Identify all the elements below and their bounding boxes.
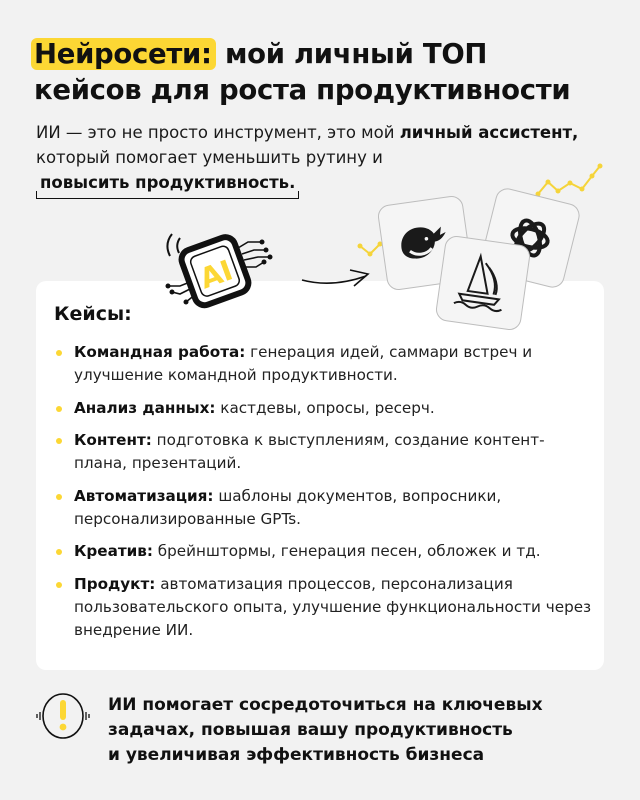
case-text: брейнштормы, генерация песен, обложек и тд. [152, 542, 541, 560]
sailboat-logo-tile [434, 234, 531, 331]
cases-title: Кейсы: [54, 303, 132, 325]
intro-bold-1: личный ассистент, [399, 123, 579, 142]
list-item [54, 429, 594, 475]
case-text: подготовка к выступлениям, создание контент-плана, презентаций. [74, 431, 545, 472]
title-highlight: Нейросети: [31, 38, 216, 70]
case-text: кастдевы, опросы, ресерч. [215, 398, 435, 417]
bullet-icon [56, 582, 62, 588]
sailboat-logo-icon [436, 236, 531, 331]
case-text: шаблоны документов, вопросники, персонализированные GPTs. [74, 486, 502, 528]
case-label: Контент: [74, 431, 152, 449]
arrow-right-icon [300, 262, 372, 296]
title-line-2: кейсов для роста продуктивности [34, 74, 571, 106]
callout-line-1: ИИ помогает сосредоточиться на ключевых [108, 695, 543, 715]
case-label: Анализ данных: [74, 398, 216, 417]
title-rest: мой личный ТОП [215, 38, 488, 70]
case-label: Креатив: [74, 542, 153, 560]
callout-line-3: и увеличивая эффективность бизнеса [108, 745, 485, 765]
case-label: Автоматизация: [74, 486, 214, 505]
cases-list [54, 341, 594, 651]
bullet-icon [56, 350, 62, 356]
trend-line-right-icon [532, 160, 632, 200]
bullet-icon [56, 406, 62, 412]
svg-text:AI: AI [195, 253, 237, 296]
list-item [54, 573, 594, 642]
case-label: Командная работа: [74, 343, 246, 361]
bullet-icon [56, 494, 62, 500]
case-label: Продукт: [74, 574, 156, 593]
cases-card [36, 281, 604, 670]
list-item [54, 341, 594, 387]
exclamation-icon [32, 686, 94, 746]
intro-text-1: ИИ — это не просто инструмент, это мой [36, 123, 400, 142]
callout-line-2: задачах, повышая вашу продуктивность [108, 720, 513, 740]
case-text: автоматизация процессов, персонализация пользовательского опыта, улучшение функциональности через внедрение ИИ. [74, 574, 592, 639]
case-text: генерация идей, саммари встреч и улучшение командной продуктивности. [74, 343, 533, 384]
list-item [54, 485, 594, 531]
bullet-icon [56, 549, 62, 555]
intro-bold-2: повысить продуктивность. [40, 173, 296, 192]
bullet-icon [56, 438, 62, 444]
list-item [54, 540, 594, 563]
intro-paragraph [36, 120, 616, 196]
underline-bracket [36, 170, 299, 196]
intro-text-2: который помогает уменьшить рутину и [36, 148, 383, 167]
page-title [34, 36, 634, 108]
ai-chip-icon [150, 212, 290, 312]
list-item [54, 397, 594, 420]
callout-text [108, 693, 618, 768]
